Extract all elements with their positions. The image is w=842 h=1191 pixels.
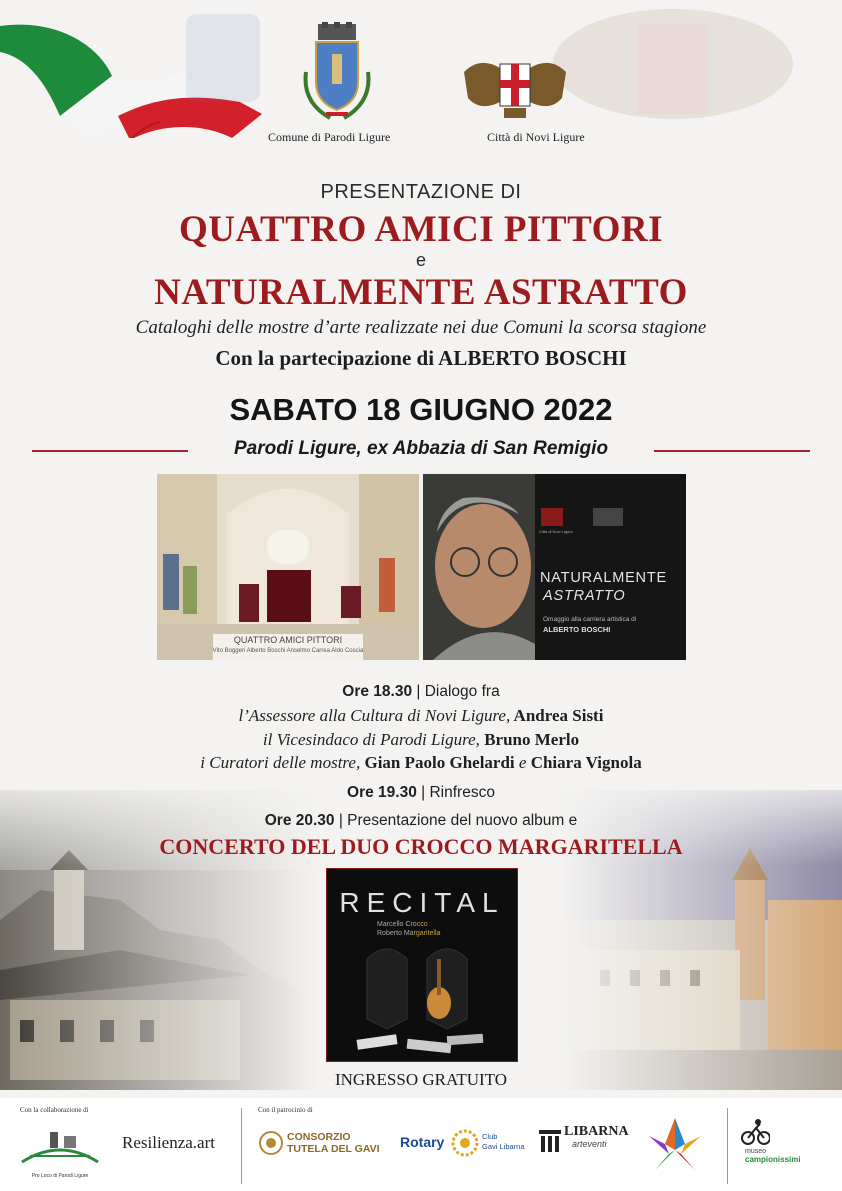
curatore-name-1: Gian Paolo Ghelardi xyxy=(360,753,515,772)
right-photo-title-2: ASTRATTO xyxy=(543,588,626,604)
album-presentation-text: | Presentazione del nuovo album e xyxy=(334,812,578,829)
footer-separator-1 xyxy=(241,1108,242,1184)
right-photo-logo-label: Città di Novi Ligure xyxy=(539,529,573,534)
vicesindaco-name: Bruno Merlo xyxy=(479,730,580,749)
left-photo-caption-title: QUATTRO AMICI PITTORI xyxy=(233,635,343,645)
ghost-crest-left-icon xyxy=(178,8,268,108)
event-date: SABATO 18 GIUGNO 2022 xyxy=(229,392,613,427)
right-photo-title-1: NATURALMENTE xyxy=(540,570,667,586)
catalog-subtitle: Cataloghi delle mostre d’arte realizzate nei due Comuni la scorsa stagione xyxy=(135,317,707,338)
libarna-title: LIBARNA xyxy=(564,1124,629,1139)
catalog-title-2: NATURALMENTE ASTRATTO xyxy=(154,272,688,313)
footer-separator-2 xyxy=(727,1108,728,1184)
rotary-club-line-2: Gavi Libarna xyxy=(482,1142,525,1151)
photo-naturalmente-astratto xyxy=(423,474,686,660)
citta-novi-label: Città di Novi Ligure xyxy=(487,130,585,144)
assessore-name: Andrea Sisti xyxy=(510,706,604,725)
time-1930: Ore 19.30 xyxy=(347,784,417,801)
curatori-role: i Curatori delle mostre, xyxy=(200,753,361,772)
assessore-role: l’Assessore alla Cultura di Novi Ligure, xyxy=(238,706,511,725)
rotary-wheel-icon xyxy=(451,1129,479,1157)
vicesindaco-role: il Vicesindaco di Parodi Ligure, xyxy=(262,730,480,749)
album-artist-1 xyxy=(377,921,428,928)
program-line-6 xyxy=(0,812,842,830)
right-photo-subtitle: Omaggio alla carriera artistica di xyxy=(543,616,637,623)
novi-ligure-crest-icon xyxy=(460,52,570,124)
program-line-5 xyxy=(0,784,842,802)
artist-2-part-a: Roberto Ma xyxy=(377,930,414,937)
artist-2-part-b: rgaritella xyxy=(413,930,441,937)
chairs-guitar-image xyxy=(327,939,517,1061)
participation-line: Con la partecipazione di ALBERTO BOSCHI xyxy=(215,346,627,370)
libarna-subtitle: arteventi xyxy=(572,1139,607,1149)
consorzio-line-2: TUTELA DEL GAVI xyxy=(287,1143,380,1155)
curatore-name-2: Chiara Vignola xyxy=(530,753,642,772)
program-line-2 xyxy=(0,706,842,726)
ghost-eagle-crest-icon xyxy=(548,4,798,134)
comune-parodi-label: Comune di Parodi Ligure xyxy=(268,130,391,144)
museo-line-2: campionissimi xyxy=(745,1155,801,1164)
program-line-1 xyxy=(0,683,842,701)
collab-label: Con la collaborazione di xyxy=(20,1106,89,1114)
album-cover-recital xyxy=(326,868,518,1062)
dialogo-text: | Dialogo fra xyxy=(412,683,500,700)
museo-line-1: museo xyxy=(745,1148,767,1155)
patrocinio-label: Con il patrocinio di xyxy=(258,1106,313,1114)
resilienza-logo-text: Resilienza.art xyxy=(122,1133,215,1152)
photo-quattro-amici xyxy=(157,474,419,660)
time-1830: Ore 18.30 xyxy=(342,683,413,700)
libarna-columns-icon xyxy=(538,1128,562,1156)
album-artist-2 xyxy=(377,930,440,937)
album-title: RECITAL xyxy=(339,887,505,918)
time-2030: Ore 20.30 xyxy=(264,812,335,829)
left-photo-caption-names: Vito Boggeri Alberto Boschi Anselmo Carrea Aldo Coscia xyxy=(212,648,364,654)
artist-1-part-a: Marcello Cro xyxy=(377,921,417,928)
intro-heading: PRESENTAZIONE DI xyxy=(320,181,522,203)
artist-1-part-b: cco xyxy=(416,921,428,928)
curatori-conj: e xyxy=(514,753,531,772)
rotary-text: Rotary xyxy=(400,1134,445,1150)
pro-loco-label: Pro Loco di Parodi Ligure xyxy=(31,1173,89,1179)
event-venue: Parodi Ligure, ex Abbazia di San Remigio xyxy=(233,438,609,459)
right-photo-name: ALBERTO BOSCHI xyxy=(543,625,611,634)
distretto-star-logo-icon xyxy=(645,1114,705,1180)
parodi-ligure-crest-icon xyxy=(300,22,374,122)
program-line-4 xyxy=(0,753,842,773)
consorzio-line-1: CONSORZIO xyxy=(287,1131,351,1143)
consorzio-gavi-emblem-icon xyxy=(258,1130,284,1156)
program-line-3 xyxy=(0,730,842,750)
title-conjunction: e xyxy=(415,250,426,270)
concert-title: CONCERTO DEL DUO CROCCO MARGARITELLA xyxy=(159,834,683,859)
cyclist-icon xyxy=(740,1116,770,1146)
abbey-interior-image xyxy=(157,474,419,660)
rinfresco-text: | Rinfresco xyxy=(416,784,495,801)
admission-text: INGRESSO GRATUITO xyxy=(334,1070,508,1089)
catalog-title-1: QUATTRO AMICI PITTORI xyxy=(178,209,664,250)
rotary-club-line-1: Club xyxy=(482,1132,498,1141)
pro-loco-logo-icon xyxy=(20,1118,100,1170)
